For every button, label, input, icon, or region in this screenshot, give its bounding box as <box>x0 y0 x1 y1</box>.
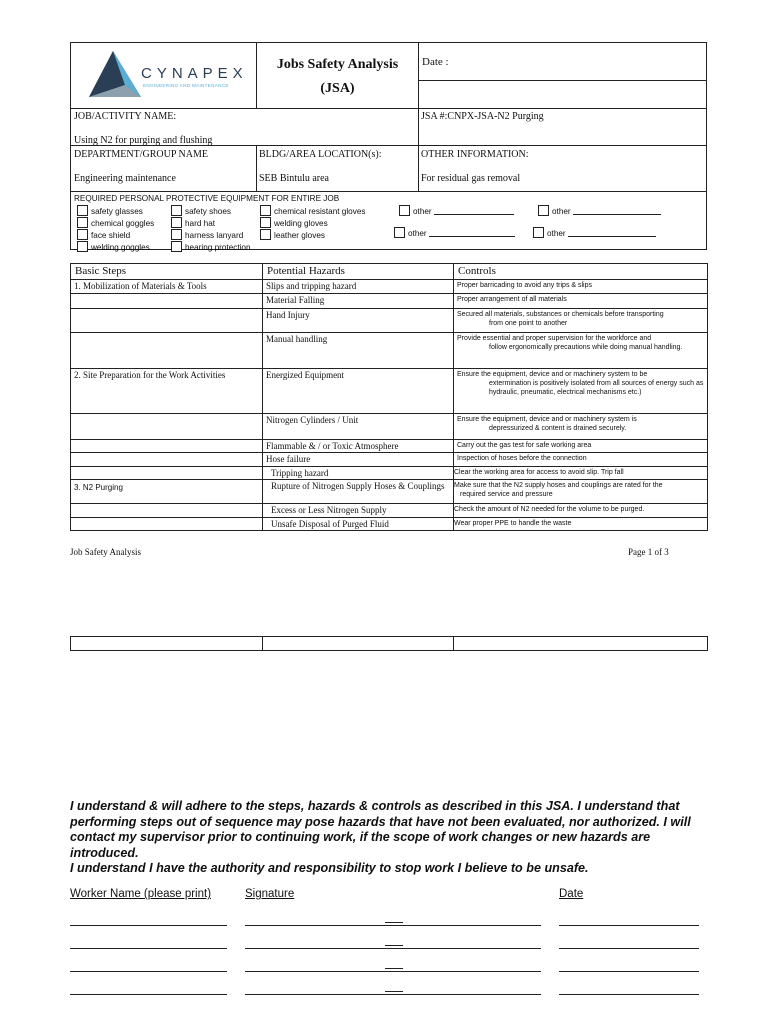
potential-hazard: Nitrogen Cylinders / Unit <box>263 413 454 439</box>
control <box>454 517 708 531</box>
potential-hazard: Material Falling <box>263 293 454 308</box>
ppe-item[interactable] <box>171 205 251 217</box>
jsa-steps-table <box>70 263 708 531</box>
jsa-number: JSA #:CNPX-JSA-N2 Purging <box>421 111 544 122</box>
control <box>454 413 708 439</box>
control-text-continued: required service and pressure <box>460 491 553 498</box>
control-text: Proper barricading to avoid any trips & slips <box>457 282 593 289</box>
table-row <box>71 280 708 294</box>
empty-cell <box>263 637 454 651</box>
control-text-continued: depressurized & content is drained securely. <box>489 424 627 432</box>
ppe-title: REQUIRED PERSONAL PROTECTIVE EQUIPMENT FOR ENTIRE JOB <box>74 194 340 203</box>
potential-hazard: Hand Injury <box>263 308 454 332</box>
control-text: Ensure the equipment, device and or machinery system to be <box>457 370 648 378</box>
worker-name-line[interactable] <box>70 994 227 995</box>
company-logo <box>85 49 250 103</box>
other-information-value: For residual gas removal <box>421 173 521 184</box>
ppe-item[interactable] <box>260 229 365 241</box>
table-row <box>71 368 708 413</box>
ppe-item[interactable] <box>77 217 154 229</box>
control <box>454 439 708 453</box>
logo-text: CYNAPEX <box>141 65 248 82</box>
control <box>454 308 708 332</box>
department-label: DEPARTMENT/GROUP NAME <box>74 149 208 160</box>
job-activity-label: JOB/ACTIVITY NAME: <box>74 111 177 122</box>
checkbox-icon[interactable] <box>171 205 182 216</box>
ppe-label: face shield <box>91 231 131 240</box>
control <box>454 368 708 413</box>
divider <box>385 922 403 923</box>
ppe-other-4[interactable] <box>533 227 656 239</box>
potential-hazard <box>263 480 454 504</box>
basic-step <box>71 453 263 467</box>
other-information-label: OTHER INFORMATION: <box>421 149 529 160</box>
logo-subtext: ENGINEERING AND MAINTENANCE <box>143 83 229 88</box>
control <box>454 466 708 480</box>
ppe-column-2 <box>171 205 251 253</box>
ppe-other-2[interactable] <box>538 205 661 217</box>
date-line[interactable] <box>559 948 699 949</box>
potential-hazard <box>263 504 454 518</box>
table-row <box>71 504 708 518</box>
potential-hazard <box>263 517 454 531</box>
control <box>454 293 708 308</box>
ppe-label: chemical goggles <box>91 219 155 228</box>
worker-name-label: Worker Name (please print) <box>70 888 212 900</box>
basic-step <box>71 439 263 453</box>
control <box>454 332 708 368</box>
building-location-value: SEB Bintulu area <box>259 173 329 184</box>
checkbox-icon[interactable] <box>171 217 182 228</box>
table-row <box>71 439 708 453</box>
ppe-other-3[interactable] <box>394 227 515 239</box>
checkbox-icon[interactable] <box>77 241 88 252</box>
control-text: Ensure the equipment, device and or machinery system is <box>457 415 637 423</box>
page-number: Page 1 of 3 <box>628 547 669 557</box>
job-activity-value: Using N2 for purging and flushing <box>74 135 213 146</box>
worker-name-line[interactable] <box>70 971 227 972</box>
basic-step <box>71 413 263 439</box>
table-row <box>71 332 708 368</box>
date-line[interactable] <box>559 925 699 926</box>
potential-hazard: Flammable & / or Toxic Atmosphere <box>263 439 454 453</box>
hazard-text: Unsafe Disposal of Purged Fluid <box>271 518 389 529</box>
ppe-label: leather gloves <box>274 231 325 240</box>
date-label: Date : <box>422 56 449 68</box>
control-text: Clear the working area for access to avoid slip. Trip fall <box>454 468 624 476</box>
basic-step <box>71 504 263 518</box>
ppe-item[interactable] <box>77 205 154 217</box>
table-row <box>71 637 708 651</box>
ppe-label: welding goggles <box>91 243 150 252</box>
potential-hazard: Energized Equipment <box>263 368 454 413</box>
table-row <box>71 517 708 531</box>
worker-name-line[interactable] <box>70 925 227 926</box>
control-text-continued: extermination is positively isolated from all sources of energy such as hydraulic, pneumatic, electrical mechanisms etc.) <box>489 379 704 396</box>
divider <box>385 991 403 992</box>
checkbox-icon[interactable] <box>77 217 88 228</box>
table-row <box>71 308 708 332</box>
table-row <box>71 293 708 308</box>
ppe-other-label: other <box>552 207 571 216</box>
control-text: Secured all materials, substances or chemicals before transporting <box>457 310 664 318</box>
date-line[interactable] <box>559 971 699 972</box>
divider <box>385 945 403 946</box>
basic-step: 1. Mobilization of Materials & Tools <box>71 280 263 294</box>
empty-cell <box>71 637 263 651</box>
table-row <box>71 413 708 439</box>
potential-hazard: Manual handling <box>263 332 454 368</box>
ppe-label: safety shoes <box>185 207 231 216</box>
signature-line[interactable] <box>245 971 541 972</box>
jsa-header-block <box>70 42 707 250</box>
checkbox-icon[interactable] <box>77 229 88 240</box>
checkbox-icon[interactable] <box>533 227 544 238</box>
acknowledgement-statement: I understand & will adhere to the steps, hazards & controls as described in this JSA. I understand that performing steps out of sequence may pose hazards that have not been evaluated, nor authorized. I will contact my supervisor prior to continuing work, if the scope of work changes or new hazards are introduced. I understand I have the authority and responsibility to stop work I believe to be unsafe. <box>70 799 691 876</box>
logo-triangle-icon <box>85 49 145 101</box>
title-line-2: (JSA) <box>320 81 355 96</box>
checkbox-icon[interactable] <box>399 205 410 216</box>
control-text-continued: from one point to another <box>489 319 568 327</box>
hazard-text: Excess or Less Nitrogen Supply <box>271 505 387 515</box>
ppe-item[interactable] <box>171 241 251 253</box>
checkbox-icon[interactable] <box>260 217 271 228</box>
building-location-label: BLDG/AREA LOCATION(s): <box>259 149 382 160</box>
control-text: Check the amount of N2 needed for the volume to be purged. <box>454 506 645 513</box>
table-row <box>71 480 708 504</box>
control-text: Make sure that the N2 supply hoses and couplings are rated for the <box>454 482 663 489</box>
signature-line[interactable] <box>245 994 541 995</box>
hazard-text: Rupture of Nitrogen Supply Hoses & Couplings <box>271 481 445 491</box>
ppe-item[interactable] <box>171 217 251 229</box>
title-line-1: Jobs Safety Analysis <box>276 57 399 72</box>
basic-step <box>71 466 263 480</box>
hazard-text: Tripping hazard <box>271 467 329 478</box>
ppe-column-1 <box>77 205 154 253</box>
document-title <box>257 53 418 101</box>
signature-label: Signature <box>245 888 295 900</box>
ppe-other-label: other <box>408 229 427 238</box>
signature-line[interactable] <box>245 948 541 949</box>
ppe-label: harness lanyard <box>185 231 244 240</box>
signature-line[interactable] <box>245 925 541 926</box>
potential-hazard <box>263 466 454 480</box>
ppe-label: hearing protection <box>185 243 251 252</box>
department-value: Engineering maintenance <box>74 173 176 184</box>
ppe-item[interactable] <box>260 205 365 217</box>
checkbox-icon[interactable] <box>394 227 405 238</box>
control-text: Wear proper PPE to handle the waste <box>454 519 572 527</box>
ppe-column-3 <box>260 205 365 241</box>
control <box>454 504 708 518</box>
checkbox-icon[interactable] <box>538 205 549 216</box>
ppe-item[interactable] <box>171 229 251 241</box>
table-row <box>71 466 708 480</box>
control-text: Provide essential and proper supervision for the workforce and <box>457 334 652 342</box>
control-text: Inspection of hoses before the connection <box>457 455 587 462</box>
table-header-row <box>71 264 708 280</box>
table-row <box>71 453 708 467</box>
continuation-table <box>70 636 708 651</box>
ppe-label: safety glasses <box>91 207 143 216</box>
ppe-other-label: other <box>547 229 566 238</box>
ppe-other-label: other <box>413 207 432 216</box>
basic-step <box>71 517 263 531</box>
basic-step <box>71 332 263 368</box>
basic-step <box>71 480 263 504</box>
ppe-other-1[interactable] <box>399 205 514 217</box>
worker-name-line[interactable] <box>70 948 227 949</box>
control <box>454 480 708 504</box>
control <box>454 280 708 294</box>
control <box>454 453 708 467</box>
step-text: 3. N2 Purging <box>74 483 123 492</box>
control-text: Proper arrangement of all materials <box>457 295 567 303</box>
control-text: Carry out the gas test for safe working area <box>457 441 592 449</box>
divider <box>385 968 403 969</box>
column-header: Controls <box>454 264 708 280</box>
ppe-label: welding gloves <box>274 219 328 228</box>
checkbox-icon[interactable] <box>171 241 182 252</box>
column-header: Potential Hazards <box>263 264 454 280</box>
ppe-item[interactable] <box>260 217 365 229</box>
checkbox-icon[interactable] <box>260 229 271 240</box>
basic-step: 2. Site Preparation for the Work Activities <box>71 368 263 413</box>
potential-hazard: Hose failure <box>263 453 454 467</box>
ppe-label: chemical resistant gloves <box>274 207 366 216</box>
empty-cell <box>454 637 708 651</box>
basic-step <box>71 293 263 308</box>
ppe-item[interactable] <box>77 229 154 241</box>
page-footer-title: Job Safety Analysis <box>70 547 141 557</box>
checkbox-icon[interactable] <box>171 229 182 240</box>
column-header: Basic Steps <box>71 264 263 280</box>
control-text-continued: follow ergonomically precautions while doing manual handling. <box>489 343 683 351</box>
checkbox-icon[interactable] <box>77 205 88 216</box>
basic-step <box>71 308 263 332</box>
date-column-label: Date <box>559 888 584 900</box>
potential-hazard: Slips and tripping hazard <box>263 280 454 294</box>
ppe-label: hard hat <box>185 219 216 228</box>
date-line[interactable] <box>559 994 699 995</box>
checkbox-icon[interactable] <box>260 205 271 216</box>
ppe-item[interactable] <box>77 241 154 253</box>
